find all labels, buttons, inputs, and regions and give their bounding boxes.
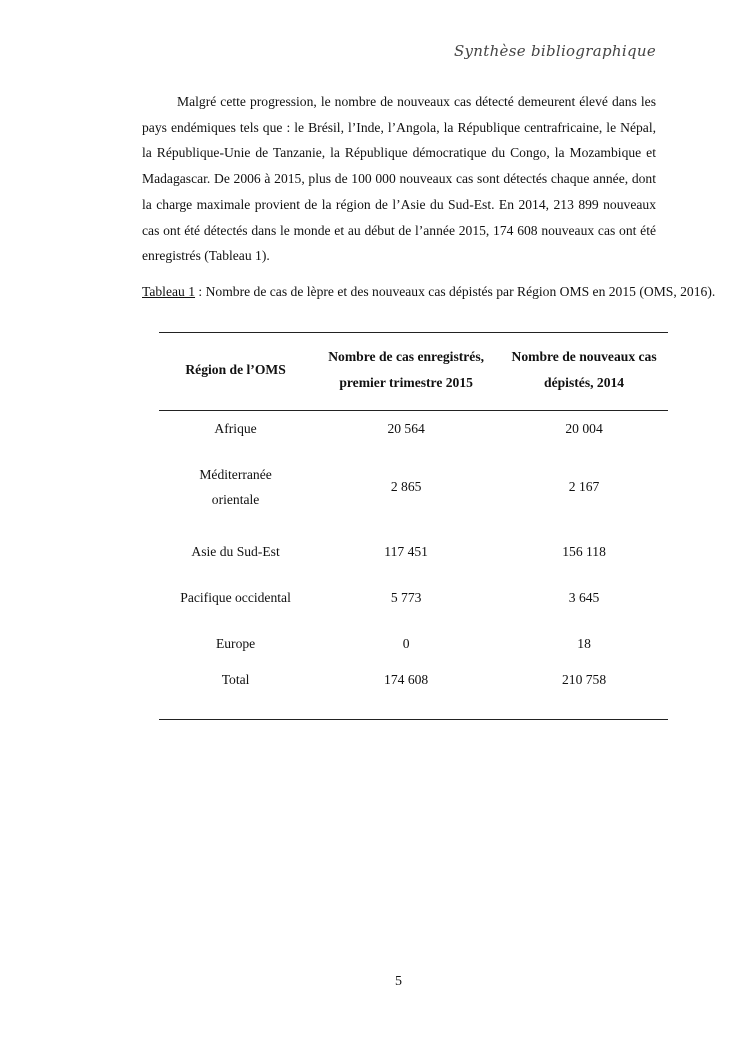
header-registered-cases: Nombre de cas enregistrés, premier trimestre 2015 [312,333,500,411]
table-row [159,529,668,575]
cell-region-text: Méditerranée orientale [199,466,272,507]
table-row [159,575,668,621]
table-row [159,445,668,529]
cell-region: Asie du Sud-Est [191,544,280,560]
cell-registered: 20 564 [387,421,425,437]
cell-region: Afrique [214,421,257,437]
cell-registered: 117 451 [384,544,428,560]
page-number: 5 [395,974,402,989]
cell-registered: 2 865 [390,479,422,495]
table-caption-text: : Nombre de cas de lèpre et des nouveaux cas dépistés par Région OMS en 2015 (OMS, 2016). [195,284,716,299]
cell-region: Total [221,672,250,687]
table-row [159,411,668,446]
header-new-cases: Nombre de nouveaux cas dépistés, 2014 [500,333,668,411]
cell-new: 3 645 [568,590,600,606]
cell-registered: 0 [402,636,410,652]
cell-new: 210 758 [561,672,607,687]
body-paragraph: Malgré cette progression, le nombre de nouveaux cas détecté demeurent élevé dans les pays endémiques tels que : le Brésil, l’Inde, l’Angola, la République centrafricaine, le Népal, la République-Unie de Tanzanie, la République démocratique du Congo, la Mozambique et Madagascar. De 2006 à 2015, plus de 100 000 nouveaux cas sont détectés chaque année, dont la charge maximale provient de la région de l’Asie du Sud-Est. En 2014, 213 899 nouveaux cas ont été détectés dans le monde et au début de l’année 2015, 174 608 nouveaux cas ont été enregistrés (Tableau 1). [142,94,656,264]
cell-new: 156 118 [562,544,606,560]
table-reference-label: Tableau 1 [142,284,196,299]
leprosy-cases-table [159,332,668,720]
table-header-row [159,333,668,411]
cell-region: Europe [215,636,256,652]
table-caption [142,279,727,304]
header-region: Région de l’OMS [159,333,312,411]
table-row-total [159,667,668,720]
table-row [159,621,668,667]
cell-registered: 5 773 [390,590,422,606]
running-header: Synthèse bibliographique [453,42,656,60]
cell-region [159,445,312,529]
cell-new: 20 004 [565,421,603,437]
cell-new: 18 [577,636,591,652]
cell-new: 2 167 [568,479,600,495]
cell-registered: 174 608 [384,672,429,687]
cell-region: Pacifique occidental [180,590,291,606]
